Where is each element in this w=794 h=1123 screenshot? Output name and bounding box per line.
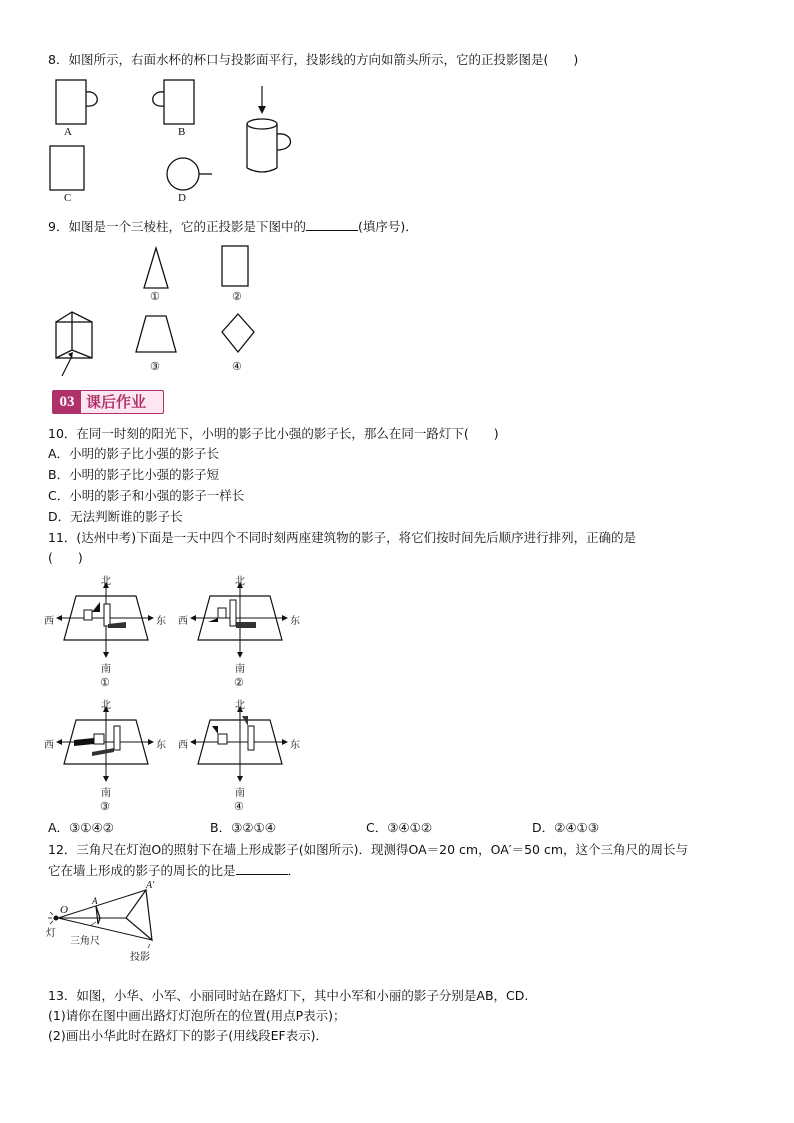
q11-diagram-2 <box>178 572 308 692</box>
q12-stem-line2 <box>48 862 300 879</box>
q8-option-a-figure <box>52 78 112 128</box>
q11-stem-line2: ( ) <box>48 550 83 565</box>
q12-stem-line1: 12．三角尺在灯泡O的照射下在墙上形成影子(如图所示)．现测得OA＝20 cm，OA′＝50 cm，这个三角尺的周长与 <box>48 842 689 857</box>
q13-part-2: (2)画出小华此时在路灯下的影子(用线段EF表示)． <box>48 1028 329 1043</box>
q11-d4-west: 西 <box>178 740 188 751</box>
q11-d1-south: 南 <box>101 664 111 675</box>
q11-stem-line1: 11．(达州中考)下面是一天中四个不同时刻两座建筑物的影子，将它们按时间先后顺序进行排列，正确的是 <box>48 530 637 545</box>
q9-triangle-figure <box>138 244 178 294</box>
section-title: 课后作业 <box>86 393 147 411</box>
q12-stem-line2-after: ． <box>287 863 301 878</box>
q11-d3-west: 西 <box>44 740 54 751</box>
section-number: 03 <box>53 391 81 413</box>
q12-label-o: O <box>60 904 68 916</box>
q11-d3-south: 南 <box>101 788 111 799</box>
q11-option-a: A．③①④② <box>48 820 114 835</box>
q11-label-2: ② <box>234 677 244 689</box>
q11-label-1: ① <box>100 677 110 689</box>
section-badge <box>52 390 164 414</box>
q11-diagram-1 <box>44 572 174 692</box>
q11-d3-north: 北 <box>101 700 111 711</box>
q8-cup-3d-figure <box>236 84 306 174</box>
q11-d4-south: 南 <box>235 788 245 799</box>
q9-trapezoid-figure <box>134 312 184 362</box>
q12-label-a: A <box>92 896 98 906</box>
q9-prism-figure <box>48 310 98 380</box>
q11-option-d: D．②④①③ <box>532 820 599 835</box>
q9-stem-after: (填序号)． <box>357 219 418 234</box>
q10-option-d: D．无法判断谁的影子长 <box>48 509 183 524</box>
q9-stem <box>48 218 418 235</box>
q11-diagram-4 <box>178 696 308 816</box>
q12-label-a-prime: A′ <box>146 880 155 891</box>
q8-label-c: C <box>64 192 72 204</box>
q11-d4-north: 北 <box>235 700 245 711</box>
q8-label-d: D <box>178 192 186 204</box>
q12-figure <box>44 880 184 964</box>
q11-d4-east: 东 <box>290 740 300 751</box>
q8-stem: 8．如图所示，右面水杯的杯口与投影面平行，投影线的方向如箭头所示，它的正投影图是( ) <box>48 52 579 67</box>
q9-answer-blank[interactable] <box>306 218 358 231</box>
q12-answer-blank[interactable] <box>236 862 288 875</box>
q11-label-4: ④ <box>234 801 244 813</box>
q12-label-lamp: 灯 <box>46 928 56 939</box>
q12-label-ruler: 三角尺 <box>70 936 100 947</box>
q8-option-d-figure <box>164 156 224 196</box>
q10-option-a: A．小明的影子比小强的影子长 <box>48 446 220 461</box>
q11-option-c: C．③④①② <box>366 820 433 835</box>
q10-stem: 10．在同一时刻的阳光下，小明的影子比小强的影子长，那么在同一路灯下( ) <box>48 426 499 441</box>
q11-diagram-3 <box>44 696 174 816</box>
q11-d3-east: 东 <box>156 740 166 751</box>
q12-stem-line2-before: 它在墙上形成的影子的周长的比是 <box>48 863 236 878</box>
q13-stem: 13．如图，小华、小军、小丽同时站在路灯下，其中小军和小丽的影子分别是AB，CD. <box>48 988 529 1003</box>
q8-option-b-figure <box>148 78 208 128</box>
q9-label-2: ② <box>232 291 242 303</box>
q11-option-b: B．③②①④ <box>210 820 276 835</box>
q11-label-3: ③ <box>100 801 110 813</box>
q13-part-1: (1)请你在图中画出路灯灯泡所在的位置(用点P表示)； <box>48 1008 346 1023</box>
q10-option-b: B．小明的影子比小强的影子短 <box>48 467 220 482</box>
q9-stem-before: 9．如图是一个三棱柱，它的正投影是下图中的 <box>48 219 306 234</box>
q11-d1-north: 北 <box>101 576 111 587</box>
q9-label-1: ① <box>150 291 160 303</box>
q12-label-shadow: 投影 <box>130 952 150 963</box>
q9-rhombus-figure <box>216 312 266 362</box>
q11-d2-north: 北 <box>235 576 245 587</box>
q9-label-4: ④ <box>232 361 242 373</box>
q11-d1-west: 西 <box>44 616 54 627</box>
q9-rectangle-figure <box>216 244 256 294</box>
q11-d1-east: 东 <box>156 616 166 627</box>
q11-d2-west: 西 <box>178 616 188 627</box>
q11-d2-east: 东 <box>290 616 300 627</box>
q8-option-c-figure <box>46 142 96 192</box>
q8-label-a: A <box>64 126 72 138</box>
q8-label-b: B <box>178 126 186 138</box>
q9-label-3: ③ <box>150 361 160 373</box>
q10-option-c: C．小明的影子和小强的影子一样长 <box>48 488 245 503</box>
q11-d2-south: 南 <box>235 664 245 675</box>
